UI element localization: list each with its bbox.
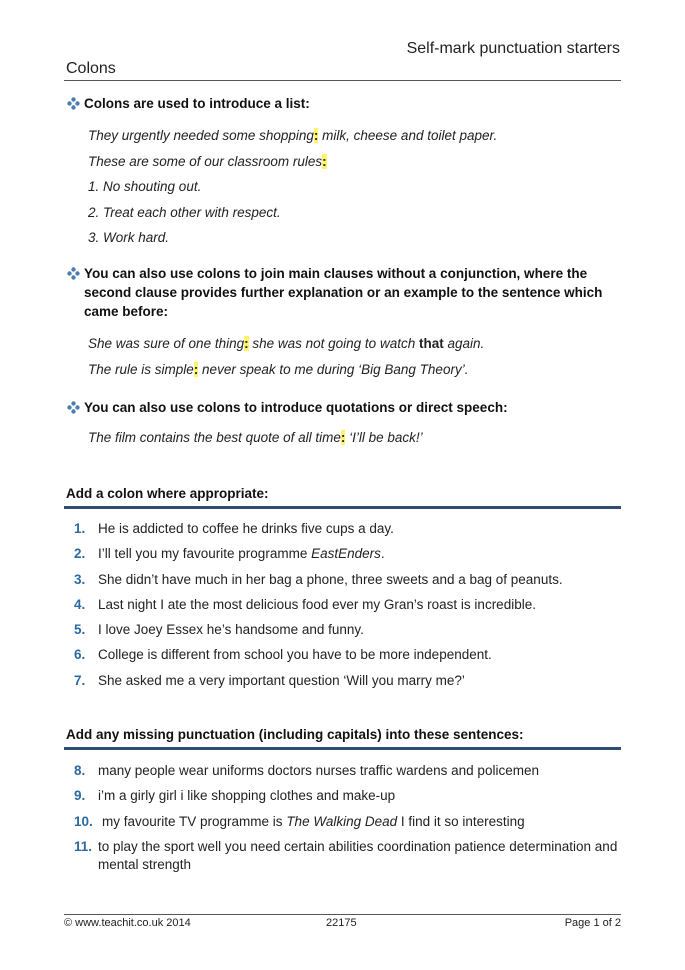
document-id: 22175 (326, 917, 357, 929)
task-heading-punctuation: Add any missing punctuation (including capitals) into these sentences: (64, 727, 621, 750)
list-item: 8. many people wear uniforms doctors nurses traffic wardens and policemen (74, 763, 539, 778)
task-heading-colon: Add a colon where appropriate: (64, 486, 621, 509)
list-item: 5. I love Joey Essex he’s handsome and funny. (74, 622, 364, 638)
example-line: They urgently needed some shopping: milk, cheese and toilet paper. (88, 128, 498, 143)
heading-text: Colons are used to introduce a list: (84, 96, 310, 111)
page-footer (64, 917, 621, 929)
task-list-colon (74, 516, 621, 693)
list-item: 4. Last night I ate the most delicious food ever my Gran’s roast is incredible. (74, 596, 536, 612)
list-item: 6. College is different from school you have to be more independent. (74, 647, 492, 663)
section-join-clauses (66, 264, 621, 382)
example-line: She was sure of one thing: she was not going to watch that again. (88, 336, 485, 351)
example-list (88, 425, 621, 451)
example-line: These are some of our classroom rules: (88, 153, 327, 169)
list-item: 1. He is addicted to coffee he drinks five cups a day. (74, 521, 394, 536)
list-item: 9. i’m a girly girl i like shopping clothes and make-up (74, 788, 396, 804)
document-title: Self-mark punctuation starters (406, 40, 620, 57)
section-heading (66, 264, 621, 321)
section-list-intro (66, 94, 621, 251)
example-list (88, 331, 621, 382)
highlighted-colon: : (313, 128, 319, 143)
list-item: 2. I’ll tell you my favourite programme EastEnders. (74, 546, 385, 562)
section-heading (66, 94, 621, 113)
copyright-text: © www.teachit.co.uk 2014 (64, 917, 191, 929)
example-line: 1. No shouting out. (88, 179, 202, 194)
heading-text: You can also use colons to join main clauses without a conjunction, where the second clause provides further explanation or an example to the sentence which came before: (84, 266, 603, 319)
highlighted-colon: : (244, 336, 249, 351)
example-list (88, 123, 621, 251)
section-heading (66, 398, 621, 417)
example-line: 3. Work hard. (88, 230, 170, 245)
title-divider (64, 80, 621, 81)
example-line: The film contains the best quote of all time: ‘I’ll be back!’ (88, 430, 423, 445)
list-item: 10. my favourite TV programme is The Walking Dead I find it so interesting (74, 813, 525, 829)
highlighted-colon: : (322, 153, 327, 169)
highlighted-colon: : (340, 430, 346, 445)
page-title: Colons (66, 60, 116, 77)
page-number: Page 1 of 2 (564, 917, 621, 929)
example-line: The rule is simple: never speak to me during ‘Big Bang Theory’. (88, 361, 469, 377)
section-quotations (66, 398, 621, 451)
diamond-bullet-icon (66, 398, 84, 417)
heading-text: You can also use colons to introduce quotations or direct speech: (84, 400, 508, 415)
example-line: 2. Treat each other with respect. (88, 204, 281, 220)
highlighted-colon: : (193, 361, 199, 377)
list-item: 7. She asked me a very important question ‘Will you marry me?’ (74, 672, 465, 688)
footer-divider (64, 914, 621, 915)
diamond-bullet-icon (66, 264, 84, 283)
diamond-bullet-icon (66, 94, 84, 113)
task-list-punctuation (74, 758, 621, 874)
list-item: 11. to play the sport well you need certain abilities coordination patience determination and mental strength (74, 838, 618, 872)
list-item: 3. She didn’t have much in her bag a phone, three sweets and a bag of peanuts. (74, 571, 563, 587)
